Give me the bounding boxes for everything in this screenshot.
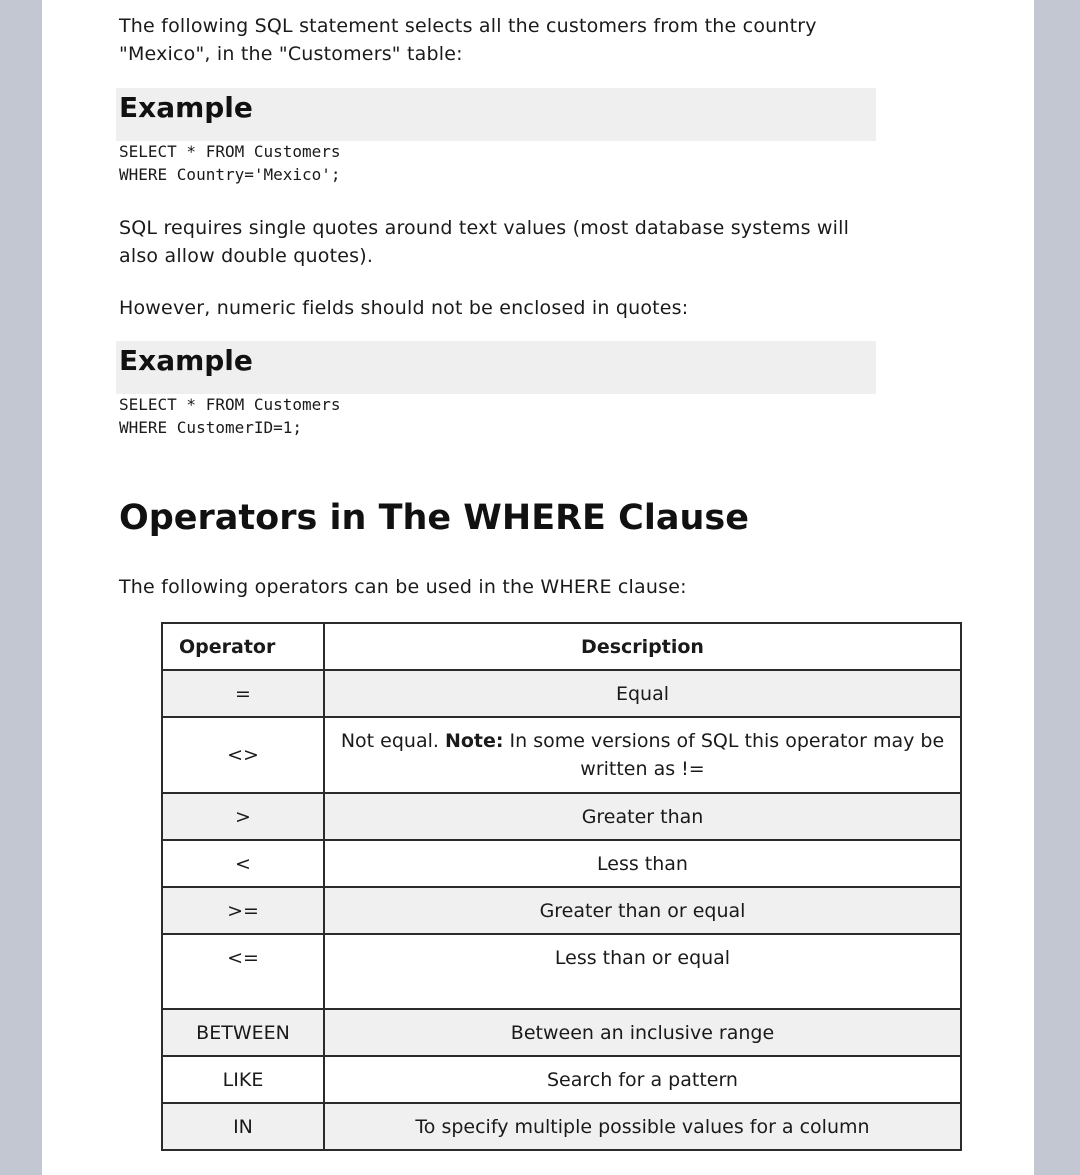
operator-cell: LIKE (162, 1056, 324, 1103)
quotes-note-line-2: also allow double quotes). (119, 245, 374, 267)
header-operator: Operator (162, 623, 324, 670)
description-cell: Between an inclusive range (324, 1009, 961, 1056)
section-intro: The following operators can be used in the WHERE clause: (119, 576, 687, 598)
example-1-code-line-1: SELECT * FROM Customers (119, 142, 341, 161)
description-cell: Greater than (324, 793, 961, 840)
table-header-row (162, 623, 961, 670)
operator-cell: IN (162, 1103, 324, 1150)
note-label: Note: (444, 730, 504, 752)
example-1-code (119, 140, 341, 186)
example-2-code-line-2: WHERE CustomerID=1; (119, 418, 303, 437)
numeric-note-paragraph: However, numeric fields should not be enclosed in quotes: (119, 297, 689, 319)
example-1-title: Example (119, 91, 253, 124)
description-cell: To specify multiple possible values for a column (324, 1103, 961, 1150)
section-title: Operators in The WHERE Clause (119, 498, 749, 538)
quotes-note-line-1: SQL requires single quotes around text values (most database systems will (119, 217, 850, 239)
intro-line-1: The following SQL statement selects all the customers from the country (119, 15, 817, 37)
description-cell: Search for a pattern (324, 1056, 961, 1103)
operator-cell: BETWEEN (162, 1009, 324, 1056)
table-row (162, 793, 961, 840)
example-2-code-line-1: SELECT * FROM Customers (119, 395, 341, 414)
description-cell (324, 717, 961, 793)
example-2-code (119, 393, 341, 439)
example-1-header (116, 88, 876, 141)
description-cell: Less than or equal (324, 934, 961, 1009)
intro-paragraph (119, 12, 817, 68)
table-row (162, 1009, 961, 1056)
header-description: Description (324, 623, 961, 670)
operator-cell: = (162, 670, 324, 717)
description-line-1: In some versions of SQL this operator may be (509, 730, 945, 752)
table-row (162, 887, 961, 934)
quotes-note-paragraph (119, 214, 849, 270)
table-row (162, 1103, 961, 1150)
description-cell: Less than (324, 840, 961, 887)
example-1-code-line-2: WHERE Country='Mexico'; (119, 165, 341, 184)
table-row (162, 934, 961, 1009)
intro-line-2: "Mexico", in the "Customers" table: (119, 43, 463, 65)
table-row (162, 717, 961, 793)
table-row (162, 670, 961, 717)
operator-cell: > (162, 793, 324, 840)
description-cell: Equal (324, 670, 961, 717)
description-line-2: written as != (580, 758, 705, 780)
description-cell: Greater than or equal (324, 887, 961, 934)
operator-cell: <> (162, 717, 324, 793)
table-row (162, 1056, 961, 1103)
example-2-title: Example (119, 344, 253, 377)
example-2-header (116, 341, 876, 394)
table-row (162, 840, 961, 887)
operators-table (161, 622, 962, 1151)
operator-cell: < (162, 840, 324, 887)
operator-cell: >= (162, 887, 324, 934)
operator-cell: <= (162, 934, 324, 1009)
description-pre: Not equal. (340, 730, 439, 752)
